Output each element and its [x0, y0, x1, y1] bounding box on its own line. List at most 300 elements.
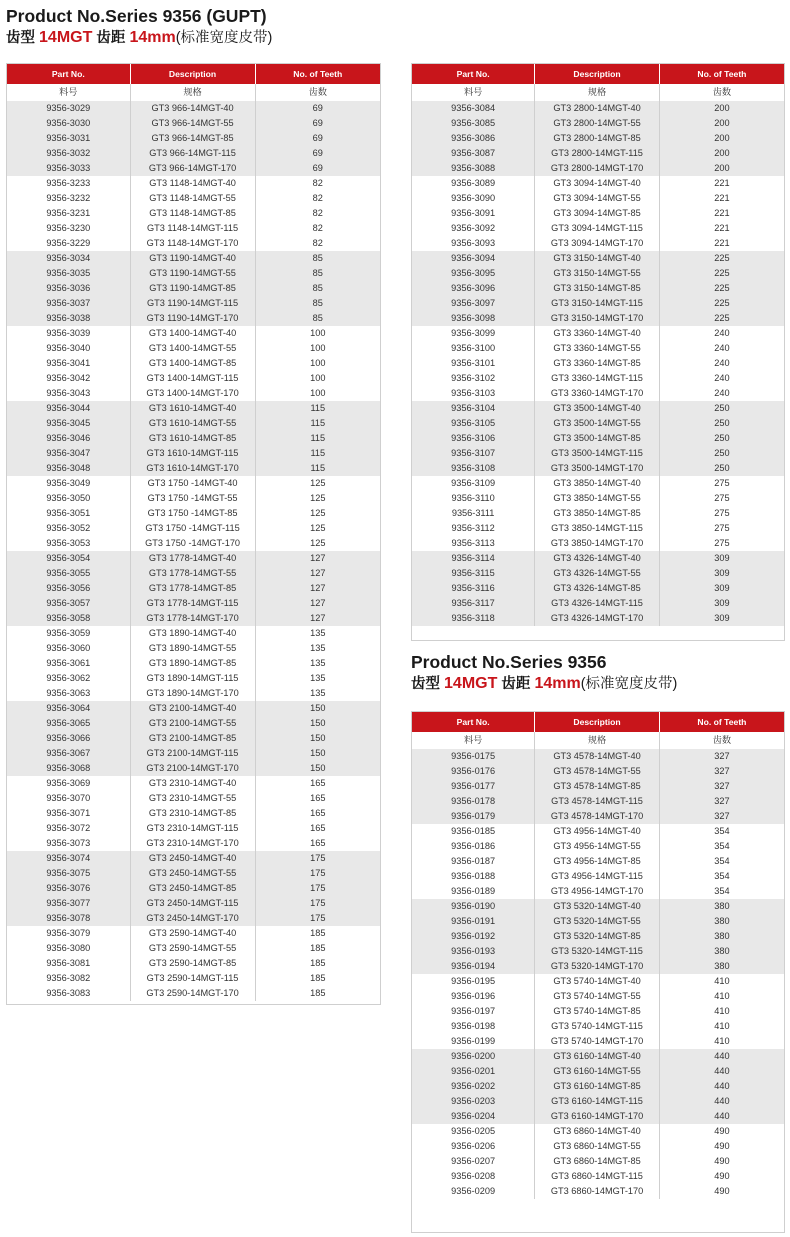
table-row [7, 386, 380, 401]
description-cell: GT3 2310-14MGT-40 [130, 776, 255, 791]
description-cell: GT3 3094-14MGT-55 [535, 191, 660, 206]
teeth-count-cell: 440 [659, 1079, 784, 1094]
header-teeth: No. of Teeth [659, 712, 784, 732]
description-cell: GT3 2310-14MGT-85 [130, 806, 255, 821]
part-number-cell: 9356-3075 [7, 866, 130, 881]
description-cell: GT3 5320-14MGT-85 [535, 929, 660, 944]
teeth-count-cell: 410 [714, 976, 730, 986]
description-cell: GT3 2310-14MGT-55 [130, 791, 255, 806]
teeth-count-cell: 150 [255, 761, 380, 776]
teeth-count-cell: 100 [310, 358, 326, 368]
description-cell: GT3 5740-14MGT-170 [535, 1034, 660, 1049]
table-row [412, 446, 784, 461]
right-bottom-subtitle [411, 675, 677, 693]
part-number-cell: 9356-0204 [412, 1109, 535, 1124]
part-number-cell: 9356-3072 [7, 821, 130, 836]
subtitle-tooth-type-label: 齿型 [411, 676, 445, 692]
description-cell: GT3 5740-14MGT-55 [535, 989, 660, 1004]
table-row [7, 461, 380, 476]
part-number-cell: 9356-3103 [412, 386, 535, 401]
teeth-count-cell: 490 [714, 1141, 730, 1151]
part-number-cell: 9356-3115 [412, 566, 535, 581]
teeth-count-cell: 490 [714, 1171, 730, 1181]
table-row [7, 326, 380, 341]
table-row [412, 551, 784, 566]
description-cell: GT3 1778-14MGT-170 [130, 611, 255, 626]
description-cell: GT3 1190-14MGT-40 [130, 251, 255, 266]
table-row [7, 161, 380, 176]
teeth-count-cell: 100 [310, 328, 326, 338]
teeth-count-cell: 185 [310, 973, 326, 983]
teeth-count-cell: 309 [659, 566, 784, 581]
table-row [412, 899, 784, 914]
description-cell: GT3 2100-14MGT-85 [130, 731, 255, 746]
teeth-count-cell: 127 [255, 566, 380, 581]
description-cell: GT3 2100-14MGT-40 [130, 701, 255, 716]
teeth-count-cell: 225 [659, 311, 784, 326]
table-row [7, 866, 380, 881]
teeth-count-cell: 185 [310, 943, 326, 953]
part-number-cell: 9356-3049 [7, 476, 130, 491]
subheader-teeth: 齿数 [308, 87, 327, 97]
left-parts-table [7, 64, 380, 1001]
part-number-cell: 9356-0199 [412, 1034, 535, 1049]
part-number-cell: 9356-0179 [412, 809, 535, 824]
description-cell: GT3 2800-14MGT-40 [535, 101, 660, 116]
subtitle-note: (标准宽度皮带) [175, 30, 273, 46]
part-number-cell: 9356-0206 [412, 1139, 535, 1154]
table-subheader-row [7, 84, 380, 101]
part-number-cell: 9356-3108 [412, 461, 535, 476]
teeth-count-cell: 150 [255, 716, 380, 731]
table-row [7, 551, 380, 566]
table-row [412, 161, 784, 176]
teeth-count-cell: 100 [310, 343, 326, 353]
table-row [412, 1019, 784, 1034]
part-number-cell: 9356-3076 [7, 881, 130, 896]
teeth-count-cell: 125 [310, 538, 326, 548]
part-number-cell: 9356-3039 [7, 326, 130, 341]
table-row [7, 761, 380, 776]
table-row [7, 236, 380, 251]
teeth-count-cell: 440 [659, 1109, 784, 1124]
table-row [7, 566, 380, 581]
teeth-count-cell: 327 [659, 779, 784, 794]
part-number-cell: 9356-3116 [412, 581, 535, 596]
description-cell: GT3 3360-14MGT-115 [535, 371, 660, 386]
teeth-count-cell: 135 [310, 658, 326, 668]
part-number-cell: 9356-0194 [412, 959, 535, 974]
teeth-count-cell: 82 [312, 208, 323, 218]
description-cell: GT3 3150-14MGT-115 [535, 296, 660, 311]
description-cell: GT3 2800-14MGT-170 [535, 161, 660, 176]
part-number-cell: 9356-3045 [7, 416, 130, 431]
part-number-cell: 9356-3053 [7, 536, 130, 551]
subtitle-note: (标准宽度皮带) [580, 676, 678, 692]
teeth-count-cell: 327 [659, 764, 784, 779]
description-cell: GT3 2800-14MGT-55 [535, 116, 660, 131]
table-row [7, 716, 380, 731]
description-cell: GT3 1400-14MGT-85 [130, 356, 255, 371]
part-number-cell: 9356-3229 [7, 236, 130, 251]
table-row [7, 311, 380, 326]
part-number-cell: 9356-3233 [7, 176, 130, 191]
part-number-cell: 9356-0201 [412, 1064, 535, 1079]
teeth-count-cell: 115 [255, 431, 380, 446]
teeth-count-cell: 69 [255, 116, 380, 131]
description-cell: GT3 1610-14MGT-85 [130, 431, 255, 446]
teeth-count-cell: 200 [659, 101, 784, 116]
part-number-cell: 9356-3044 [7, 401, 130, 416]
part-number-cell: 9356-3232 [7, 191, 130, 206]
teeth-count-cell: 165 [310, 778, 326, 788]
table-row [7, 491, 380, 506]
part-number-cell: 9356-3040 [7, 341, 130, 356]
table-row [7, 611, 380, 626]
description-cell: GT3 6160-14MGT-85 [535, 1079, 660, 1094]
description-cell: GT3 1750 -14MGT-170 [130, 536, 255, 551]
teeth-count-cell: 221 [714, 208, 730, 218]
part-number-cell: 9356-3070 [7, 791, 130, 806]
right-bottom-heading [411, 652, 677, 693]
description-cell: GT3 3850-14MGT-115 [535, 521, 660, 536]
part-number-cell: 9356-3046 [7, 431, 130, 446]
part-number-cell: 9356-3036 [7, 281, 130, 296]
teeth-count-cell: 309 [659, 581, 784, 596]
part-number-cell: 9356-3091 [412, 206, 535, 221]
part-number-cell: 9356-3057 [7, 596, 130, 611]
part-number-cell: 9356-3117 [412, 596, 535, 611]
description-cell: GT3 2590-14MGT-115 [130, 971, 255, 986]
part-number-cell: 9356-0186 [412, 839, 535, 854]
teeth-count-cell: 200 [659, 131, 784, 146]
teeth-count-cell: 490 [714, 1186, 730, 1196]
table-row [7, 266, 380, 281]
teeth-count-cell: 100 [310, 373, 326, 383]
teeth-count-cell: 221 [714, 193, 730, 203]
description-cell: GT3 4326-14MGT-115 [535, 596, 660, 611]
part-number-cell: 9356-3231 [7, 206, 130, 221]
table-row [412, 1154, 784, 1169]
part-number-cell: 9356-3069 [7, 776, 130, 791]
description-cell: GT3 3094-14MGT-115 [535, 221, 660, 236]
part-number-cell: 9356-3067 [7, 746, 130, 761]
description-cell: GT3 1750 -14MGT-115 [130, 521, 255, 536]
table-row [7, 911, 380, 926]
teeth-count-cell: 440 [659, 1064, 784, 1079]
part-number-cell: 9356-0196 [412, 989, 535, 1004]
part-number-cell: 9356-3048 [7, 461, 130, 476]
teeth-count-cell: 69 [255, 101, 380, 116]
teeth-count-cell: 165 [310, 838, 326, 848]
description-cell: GT3 3850-14MGT-40 [535, 476, 660, 491]
part-number-cell: 9356-3031 [7, 131, 130, 146]
part-number-cell: 9356-3062 [7, 671, 130, 686]
table-row [412, 989, 784, 1004]
table-row [7, 251, 380, 266]
description-cell: GT3 5320-14MGT-55 [535, 914, 660, 929]
table-row [412, 326, 784, 341]
description-cell: GT3 4326-14MGT-85 [535, 581, 660, 596]
description-cell: GT3 4578-14MGT-170 [535, 809, 660, 824]
table-subheader-row [412, 732, 784, 749]
table-row [412, 944, 784, 959]
description-cell: GT3 1400-14MGT-55 [130, 341, 255, 356]
table-row [412, 506, 784, 521]
description-cell: GT3 2450-14MGT-170 [130, 911, 255, 926]
part-number-cell: 9356-3071 [7, 806, 130, 821]
teeth-count-cell: 100 [310, 388, 326, 398]
description-cell: GT3 3150-14MGT-85 [535, 281, 660, 296]
left-subtitle [6, 29, 272, 47]
description-cell: GT3 2590-14MGT-40 [130, 926, 255, 941]
part-number-cell: 9356-3074 [7, 851, 130, 866]
teeth-count-cell: 82 [312, 193, 323, 203]
table-row [412, 431, 784, 446]
part-number-cell: 9356-3095 [412, 266, 535, 281]
table-row [7, 986, 380, 1001]
part-number-cell: 9356-3114 [412, 551, 535, 566]
teeth-count-cell: 85 [255, 296, 380, 311]
table-row [412, 266, 784, 281]
teeth-count-cell: 175 [255, 881, 380, 896]
teeth-count-cell: 127 [255, 551, 380, 566]
table-row [7, 941, 380, 956]
part-number-cell: 9356-3107 [412, 446, 535, 461]
table-row [412, 146, 784, 161]
teeth-count-cell: 125 [310, 508, 326, 518]
description-cell: GT3 3094-14MGT-40 [535, 176, 660, 191]
part-number-cell: 9356-0185 [412, 824, 535, 839]
header-part-no: Part No. [412, 64, 535, 84]
teeth-count-cell: 250 [659, 461, 784, 476]
header-part-no: Part No. [7, 64, 130, 84]
table-row [7, 926, 380, 941]
table-row [7, 281, 380, 296]
table-row [412, 1109, 784, 1124]
teeth-count-cell: 69 [255, 161, 380, 176]
part-number-cell: 9356-0207 [412, 1154, 535, 1169]
description-cell: GT3 1890-14MGT-55 [130, 641, 255, 656]
teeth-count-cell: 275 [714, 478, 730, 488]
part-number-cell: 9356-3118 [412, 611, 535, 626]
table-row [412, 839, 784, 854]
teeth-count-cell: 354 [714, 841, 730, 851]
table-row [412, 206, 784, 221]
description-cell: GT3 1778-14MGT-40 [130, 551, 255, 566]
table-row [412, 416, 784, 431]
table-row [412, 749, 784, 764]
header-description: Description [535, 712, 660, 732]
table-row [7, 656, 380, 671]
teeth-count-cell: 185 [310, 958, 326, 968]
teeth-count-cell: 440 [659, 1094, 784, 1109]
description-cell: GT3 3150-14MGT-40 [535, 251, 660, 266]
teeth-count-cell: 490 [714, 1126, 730, 1136]
description-cell: GT3 966-14MGT-40 [130, 101, 255, 116]
teeth-count-cell: 410 [714, 1021, 730, 1031]
teeth-count-cell: 115 [255, 416, 380, 431]
part-number-cell: 9356-0195 [412, 974, 535, 989]
table-row [7, 221, 380, 236]
description-cell: GT3 6860-14MGT-40 [535, 1124, 660, 1139]
table-row [412, 959, 784, 974]
teeth-count-cell: 150 [255, 701, 380, 716]
table-row [7, 401, 380, 416]
teeth-count-cell: 85 [255, 281, 380, 296]
description-cell: GT3 4956-14MGT-115 [535, 869, 660, 884]
description-cell: GT3 966-14MGT-170 [130, 161, 255, 176]
part-number-cell: 9356-3097 [412, 296, 535, 311]
part-number-cell: 9356-0190 [412, 899, 535, 914]
table-row [412, 491, 784, 506]
part-number-cell: 9356-0188 [412, 869, 535, 884]
table-row [412, 884, 784, 899]
part-number-cell: 9356-3106 [412, 431, 535, 446]
part-number-cell: 9356-3112 [412, 521, 535, 536]
teeth-count-cell: 380 [659, 944, 784, 959]
teeth-count-cell: 115 [255, 446, 380, 461]
part-number-cell: 9356-0208 [412, 1169, 535, 1184]
description-cell: GT3 2100-14MGT-115 [130, 746, 255, 761]
description-cell: GT3 1148-14MGT-170 [130, 236, 255, 251]
part-number-cell: 9356-3101 [412, 356, 535, 371]
part-number-cell: 9356-0200 [412, 1049, 535, 1064]
table-row [412, 854, 784, 869]
table-row [412, 521, 784, 536]
teeth-count-cell: 240 [714, 343, 730, 353]
description-cell: GT3 3094-14MGT-170 [535, 236, 660, 251]
table-row [7, 191, 380, 206]
subheader-teeth: 齿数 [712, 735, 732, 745]
teeth-count-cell: 175 [255, 866, 380, 881]
teeth-count-cell: 221 [714, 223, 730, 233]
part-number-cell: 9356-3093 [412, 236, 535, 251]
subheader-teeth: 齿数 [712, 87, 732, 97]
description-cell: GT3 3150-14MGT-170 [535, 311, 660, 326]
teeth-count-cell: 200 [659, 116, 784, 131]
description-cell: GT3 4578-14MGT-55 [535, 764, 660, 779]
table-row [412, 461, 784, 476]
header-teeth: No. of Teeth [255, 64, 380, 84]
description-cell: GT3 3500-14MGT-40 [535, 401, 660, 416]
teeth-count-cell: 240 [714, 358, 730, 368]
teeth-count-cell: 380 [659, 914, 784, 929]
part-number-cell: 9356-3041 [7, 356, 130, 371]
part-number-cell: 9356-0197 [412, 1004, 535, 1019]
description-cell: GT3 2310-14MGT-170 [130, 836, 255, 851]
part-number-cell: 9356-3092 [412, 221, 535, 236]
right-bottom-table-panel [411, 711, 785, 1233]
table-row [7, 431, 380, 446]
teeth-count-cell: 380 [659, 929, 784, 944]
table-row [7, 641, 380, 656]
part-number-cell: 9356-0175 [412, 749, 535, 764]
table-row [412, 764, 784, 779]
description-cell: GT3 2590-14MGT-170 [130, 986, 255, 1001]
part-number-cell: 9356-0202 [412, 1079, 535, 1094]
description-cell: GT3 3360-14MGT-55 [535, 341, 660, 356]
header-part-no: Part No. [412, 712, 535, 732]
teeth-count-cell: 165 [310, 823, 326, 833]
table-row [412, 281, 784, 296]
teeth-count-cell: 175 [255, 851, 380, 866]
description-cell: GT3 3360-14MGT-85 [535, 356, 660, 371]
part-number-cell: 9356-3081 [7, 956, 130, 971]
table-row [7, 416, 380, 431]
table-row [412, 176, 784, 191]
part-number-cell: 9356-3110 [412, 491, 535, 506]
teeth-count-cell: 275 [714, 523, 730, 533]
teeth-count-cell: 275 [714, 538, 730, 548]
description-cell: GT3 2450-14MGT-85 [130, 881, 255, 896]
part-number-cell: 9356-3058 [7, 611, 130, 626]
table-row [412, 476, 784, 491]
table-row [412, 221, 784, 236]
description-cell: GT3 966-14MGT-115 [130, 146, 255, 161]
part-number-cell: 9356-3094 [412, 251, 535, 266]
description-cell: GT3 5740-14MGT-40 [535, 974, 660, 989]
table-row [412, 401, 784, 416]
part-number-cell: 9356-3047 [7, 446, 130, 461]
part-number-cell: 9356-3064 [7, 701, 130, 716]
teeth-count-cell: 440 [659, 1049, 784, 1064]
table-row [7, 896, 380, 911]
subtitle-pitch-label: 齿距 [497, 676, 535, 692]
subheader-part-no: 料号 [7, 84, 130, 101]
description-cell: GT3 5320-14MGT-170 [535, 959, 660, 974]
description-cell: GT3 4956-14MGT-55 [535, 839, 660, 854]
table-row [412, 1139, 784, 1154]
table-row [7, 821, 380, 836]
description-cell: GT3 1400-14MGT-170 [130, 386, 255, 401]
teeth-count-cell: 69 [255, 131, 380, 146]
table-row [412, 1094, 784, 1109]
teeth-count-cell: 250 [659, 446, 784, 461]
table-row [7, 146, 380, 161]
part-number-cell: 9356-0178 [412, 794, 535, 809]
part-number-cell: 9356-3038 [7, 311, 130, 326]
part-number-cell: 9356-3060 [7, 641, 130, 656]
part-number-cell: 9356-3090 [412, 191, 535, 206]
description-cell: GT3 2450-14MGT-40 [130, 851, 255, 866]
table-row [412, 1184, 784, 1199]
subtitle-tooth-type-value: 14MGT [39, 29, 93, 46]
table-row [7, 296, 380, 311]
part-number-cell: 9356-3055 [7, 566, 130, 581]
part-number-cell: 9356-3066 [7, 731, 130, 746]
teeth-count-cell: 275 [714, 508, 730, 518]
table-row [412, 296, 784, 311]
table-row [412, 1124, 784, 1139]
table-row [412, 974, 784, 989]
teeth-count-cell: 327 [659, 794, 784, 809]
table-row [7, 836, 380, 851]
teeth-count-cell: 185 [310, 928, 326, 938]
table-row [7, 731, 380, 746]
description-cell: GT3 5740-14MGT-85 [535, 1004, 660, 1019]
description-cell: GT3 3850-14MGT-85 [535, 506, 660, 521]
part-number-cell: 9356-3054 [7, 551, 130, 566]
part-number-cell: 9356-0177 [412, 779, 535, 794]
teeth-count-cell: 275 [714, 493, 730, 503]
table-row [412, 1079, 784, 1094]
teeth-count-cell: 125 [310, 493, 326, 503]
teeth-count-cell: 200 [659, 161, 784, 176]
description-cell: GT3 2590-14MGT-55 [130, 941, 255, 956]
table-row [7, 101, 380, 116]
table-row [412, 536, 784, 551]
